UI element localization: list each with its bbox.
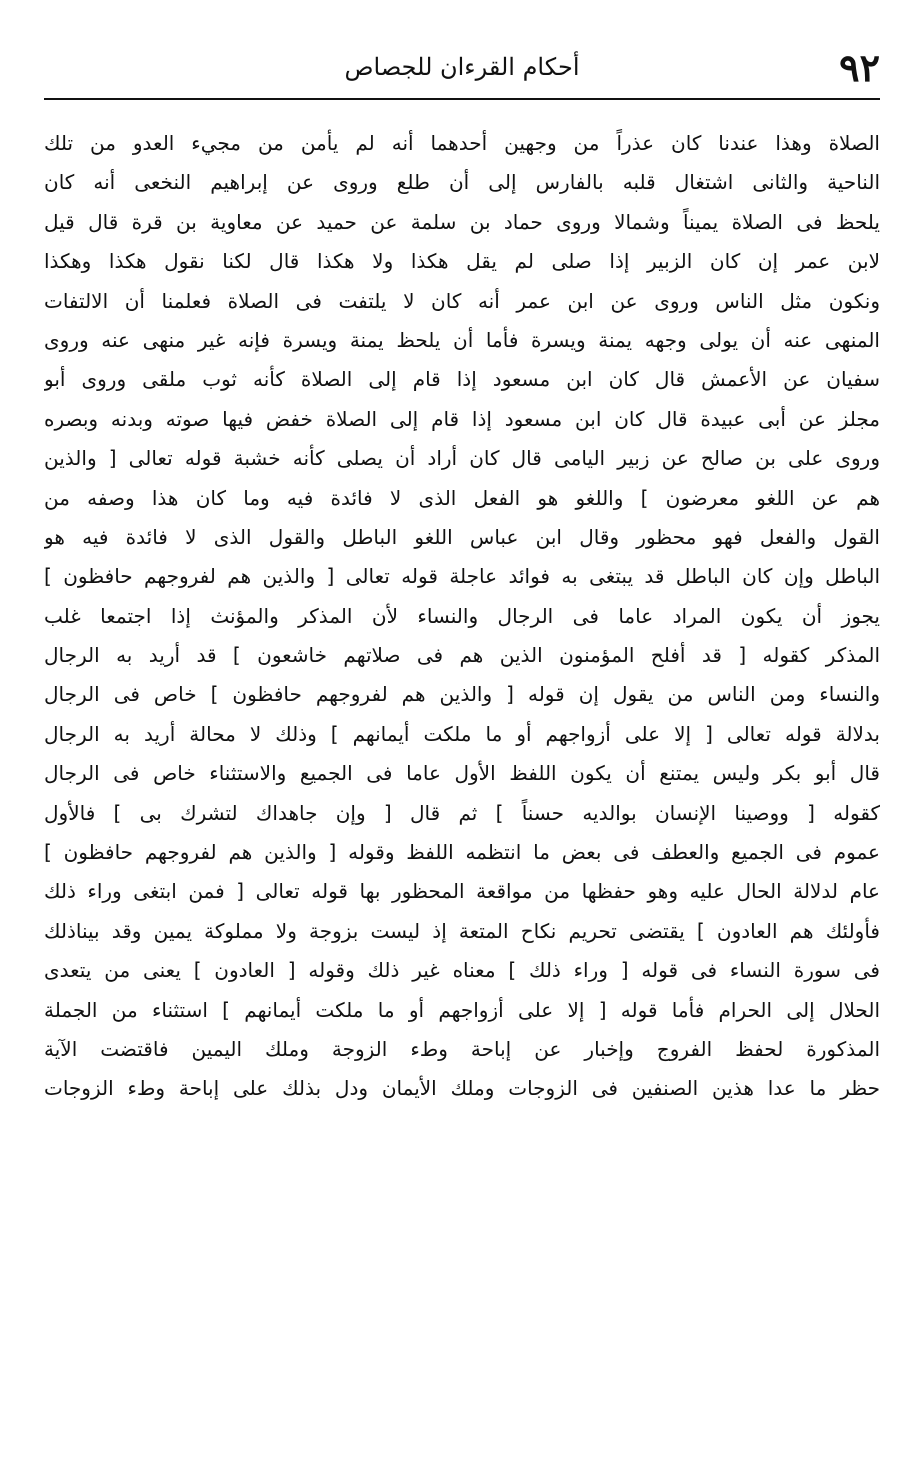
text-line: قال أبو بكر وليس يمتنع أن يكون اللفظ الأول عاما فى الجميع والاستثناء خاص فى الرجال (44, 761, 880, 786)
text-line: يجوز أن يكون المراد عاما فى الرجال والنساء لأن المذكر والمؤنث إذا اجتمعا غلب (44, 603, 880, 628)
text-line: حظر ما عدا هذين الصنفين فى الزوجات وملك الأيمان ودل بذلك على إباحة وطء الزوجات (44, 1076, 880, 1101)
text-line: الحلال إلى الحرام فأما قوله [ إلا على أزواجهم أو ما ملكت أيمانهم ] استثناء من الجملة (44, 997, 880, 1022)
text-line: هم عن اللغو معرضون ] واللغو هو الفعل الذى لا فائدة فيه وما كان هذا وصفه من (44, 485, 880, 510)
header-divider (44, 98, 880, 100)
text-line: القول والفعل فهو محظور وقال ابن عباس اللغو الباطل والقول الذى لا فائدة فيه هو (44, 524, 880, 549)
text-line: الباطل وإن كان الباطل قد يبتغى به فوائد عاجلة قوله تعالى [ والذين هم لفروجهم حافظون ] (44, 564, 880, 589)
text-line: بدلالة قوله تعالى [ إلا على أزواجهم أو ما ملكت أيمانهم ] وذلك لا محالة أريد به الرجال (44, 721, 880, 746)
text-line: فأولئك هم العادون ] يقتضى تحريم نكاح المتعة إذ ليست بزوجة ولا مملوكة يمين وقد بيناذلك (44, 918, 880, 943)
text-line: يلحظ فى الصلاة يميناً وشمالا وروى حماد بن سلمة عن حميد عن معاوية بن قرة قال قيل (44, 209, 880, 234)
text-line: الصلاة وهذا عندنا كان عذراً من وجهين أحدهما أنه لم يأمن من مجيء العدو من تلك (44, 131, 880, 155)
text-line: كقوله [ ووصينا الإنسان بوالديه حسناً ] ثم قال [ وإن جاهداك لتشرك بى ] فالأول (44, 800, 880, 825)
body-text (44, 124, 880, 1109)
text-line: وروى على بن صالح عن زبير اليامى قال كان أراد أن يصلى كأنه خشبة قوله تعالى [ والذين (44, 446, 880, 471)
text-line: مجلز عن أبى عبيدة قال كان ابن مسعود إذا قام إلى الصلاة خفض فيها صوته وبدنه وبصره (44, 406, 880, 431)
text-line: لابن عمر إن كان الزبير إذا صلى لم يقل هكذا ولا هكذا قال لكنا نقول هكذا وهكذا (44, 249, 880, 274)
running-title: أحكام القرءان للجصاص (344, 53, 580, 81)
text-line: عموم فى الجميع والعطف فى بعض ما انتظمه اللفظ وقوله [ والذين هم لفروجهم حافظون ] (44, 840, 880, 865)
text-line: المذكر كقوله [ قد أفلح المؤمنون الذين هم فى صلاتهم خاشعون ] قد أريد به الرجال (44, 643, 880, 668)
page-number: ٩٢ (839, 45, 880, 90)
text-line: والنساء ومن الناس من يقول إن قوله [ والذين هم لفروجهم حافظون ] خاص فى الرجال (44, 682, 880, 707)
text-line: عام لدلالة الحال عليه وهو حفظها من مواقعة المحظور بها قوله تعالى [ فمن ابتغى وراء ذلك (44, 879, 880, 904)
text-line: الناحية والثانى اشتغال قلبه بالفارس إلى أن طلع وروى عن إبراهيم النخعى أنه كان (44, 170, 880, 195)
page-header (44, 46, 880, 94)
text-line: المنهى عنه أن يولى وجهه يمنة ويسرة فأما أن يلحظ يمنة ويسرة فإنه غير منهى عنه وروى (44, 327, 880, 352)
text-line: فى سورة النساء فى قوله [ وراء ذلك ] معناه غير ذلك وقوله [ العادون ] يعنى من يتعدى (44, 958, 880, 983)
text-line: المذكورة لحفظ الفروج وإخبار عن إباحة وطء الزوجة وملك اليمين فاقتضت الآية (44, 1036, 880, 1061)
text-line: ونكون مثل الناس وروى عن ابن عمر أنه كان لا يلتفت فى الصلاة فعلمنا أن الالتفات (44, 288, 880, 313)
text-line: سفيان عن الأعمش قال كان ابن مسعود إذا قام إلى الصلاة كأنه ثوب ملقى وروى أبو (44, 367, 880, 392)
